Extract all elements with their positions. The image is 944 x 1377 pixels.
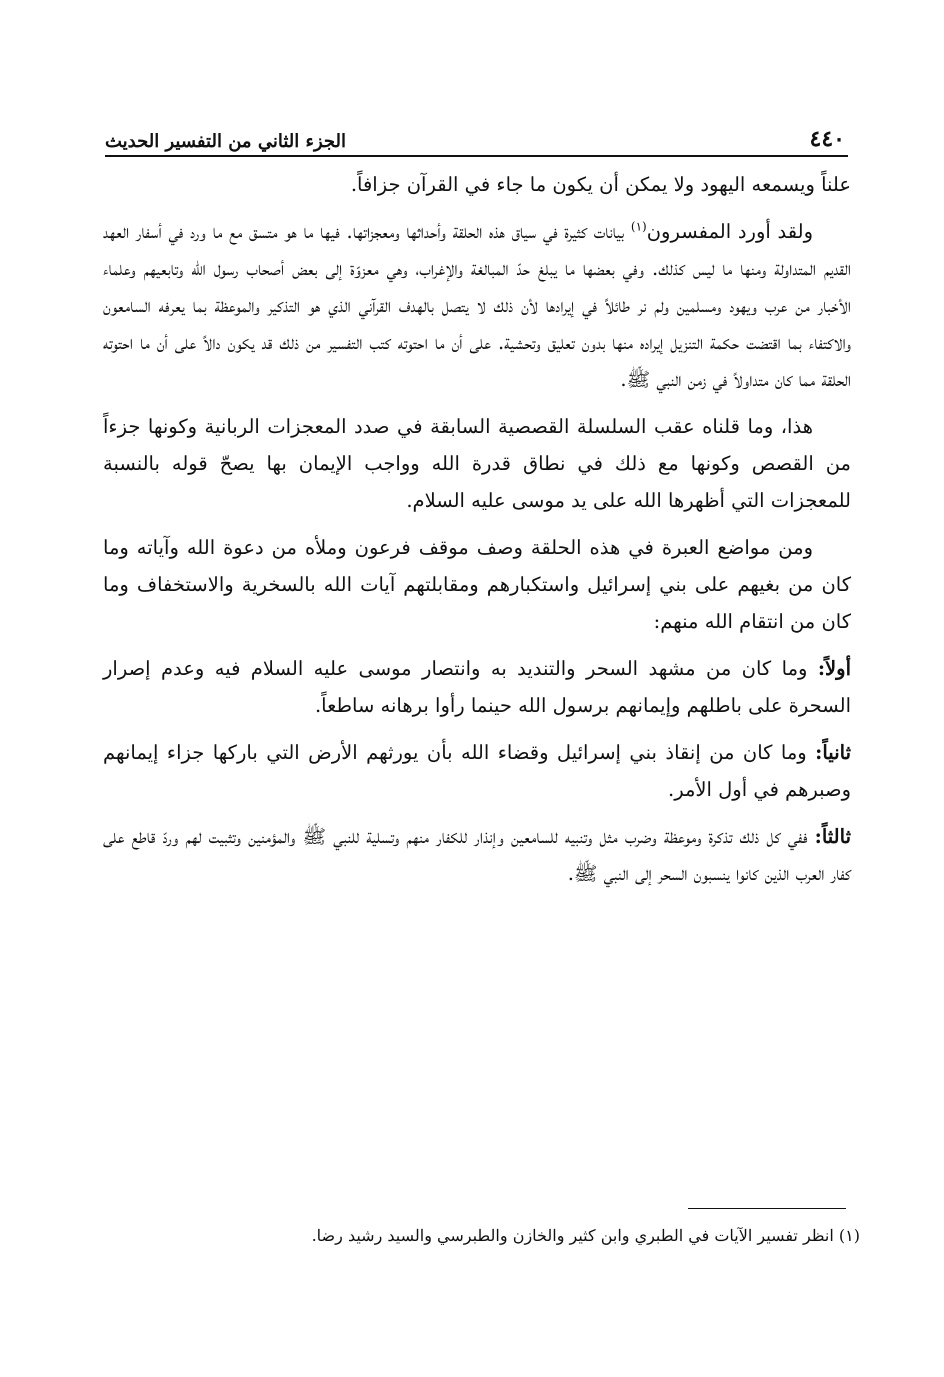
paragraph-7 xyxy=(103,818,851,892)
paragraph-2-start: ولقد أورد المفسرون xyxy=(646,220,813,243)
paragraph-4: ومن مواضع العبرة في هذه الحلقة وصف موقف فرعون وملأه من دعوة الله وآياته وما كان من بغيهم على بني إسرائيل واستكبارهم ومقابلتهم آيات الله بالسخرية والاستخفاف وما كان من انتقام الله منهم: xyxy=(103,536,851,633)
paragraph-3: هذا، وما قلناه عقب السلسلة القصصية السابقة في صدد المعجزات الربانية وكونها جزءاً من القصص وكونها مع ذلك في نطاق قدرة الله وواجب الإيمان بها يصحّ قوله بالنسبة للمعجزات التي أظهرها الله على يد موسى عليه السلام. xyxy=(103,415,851,512)
footnote-rule xyxy=(688,1208,846,1209)
paragraph-5 xyxy=(103,650,851,724)
paragraph-5-rest: وما كان من مشهد السحر والتنديد به وانتصار موسى عليه السلام فيه وعدم إصرار السحرة على باطلهم وإيمانهم برسول الله حينما رأوا برهانه ساطعاً. xyxy=(103,657,851,717)
footnote: (١) انظر تفسير الآيات في الطبري وابن كثير والخازن والطبرسي والسيد رشيد رضا. xyxy=(311,1226,860,1245)
paragraph-2-rest: بيانات كثيرة في سياق هذه الحلقة وأحداثها ومعجزاتها. فيها ما هو متسق مع ما ورد في أسفار العهد القديم المتداولة ومنها ما ليس كذلك. وفي بعضها ما يبلغ حدّ المبالغة والإغراب، وهي معزوّة إلى بعض أصحاب رسول الله وتابعيهم وعلماء الأخبار من عرب ويهود ومسلمين ولم نر طائلاً في إيرادها لأن ذلك لا يتصل بالهدف القرآني الذي هو التذكير والموعظة بما يعرفه السامعون والاكتفاء بما اقتضت حكمة التنزيل إيراده منها بدون تعليق وتحشية. على أن ما احتوته كتب التفسير من ذلك قد يكون دالاً على أن ما احتوته الحلقة مما كان متداولاً في زمن النبي ﷺ. xyxy=(103,220,851,391)
paragraph-7-rest: ففي كل ذلك تذكرة وموعظة وضرب مثل وتنبيه للسامعين وإنذار للكفار منهم وتسلية للنبي ﷺ والمؤمنين وتثبيت لهم وردّ قاطع على كفار العرب الذين كانوا ينسبون السحر إلى النبي ﷺ. xyxy=(103,825,851,885)
paragraph-6-lead: ثانياً: xyxy=(815,741,851,764)
page-header xyxy=(105,118,845,152)
body-text xyxy=(103,166,851,902)
paragraph-1: علناً ويسمعه اليهود ولا يمكن أن يكون ما جاء في القرآن جزافاً. xyxy=(350,173,851,196)
paragraph-7-lead: ثالثاً: xyxy=(814,825,851,848)
paragraph-2 xyxy=(103,213,851,398)
paragraph-6 xyxy=(103,734,851,808)
paragraph-6-rest: وما كان من إنقاذ بني إسرائيل وقضاء الله بأن يورثهم الأرض التي باركها جزاء إيمانهم وصبرهم في أول الأمر. xyxy=(103,741,851,801)
page-number: ٤٤٠ xyxy=(809,126,845,152)
running-title: الجزء الثاني من التفسير الحديث xyxy=(105,131,347,152)
footnote-reference[interactable]: (١) xyxy=(630,219,647,234)
paragraph-5-lead: أولاً: xyxy=(817,657,851,680)
header-rule xyxy=(105,155,848,157)
